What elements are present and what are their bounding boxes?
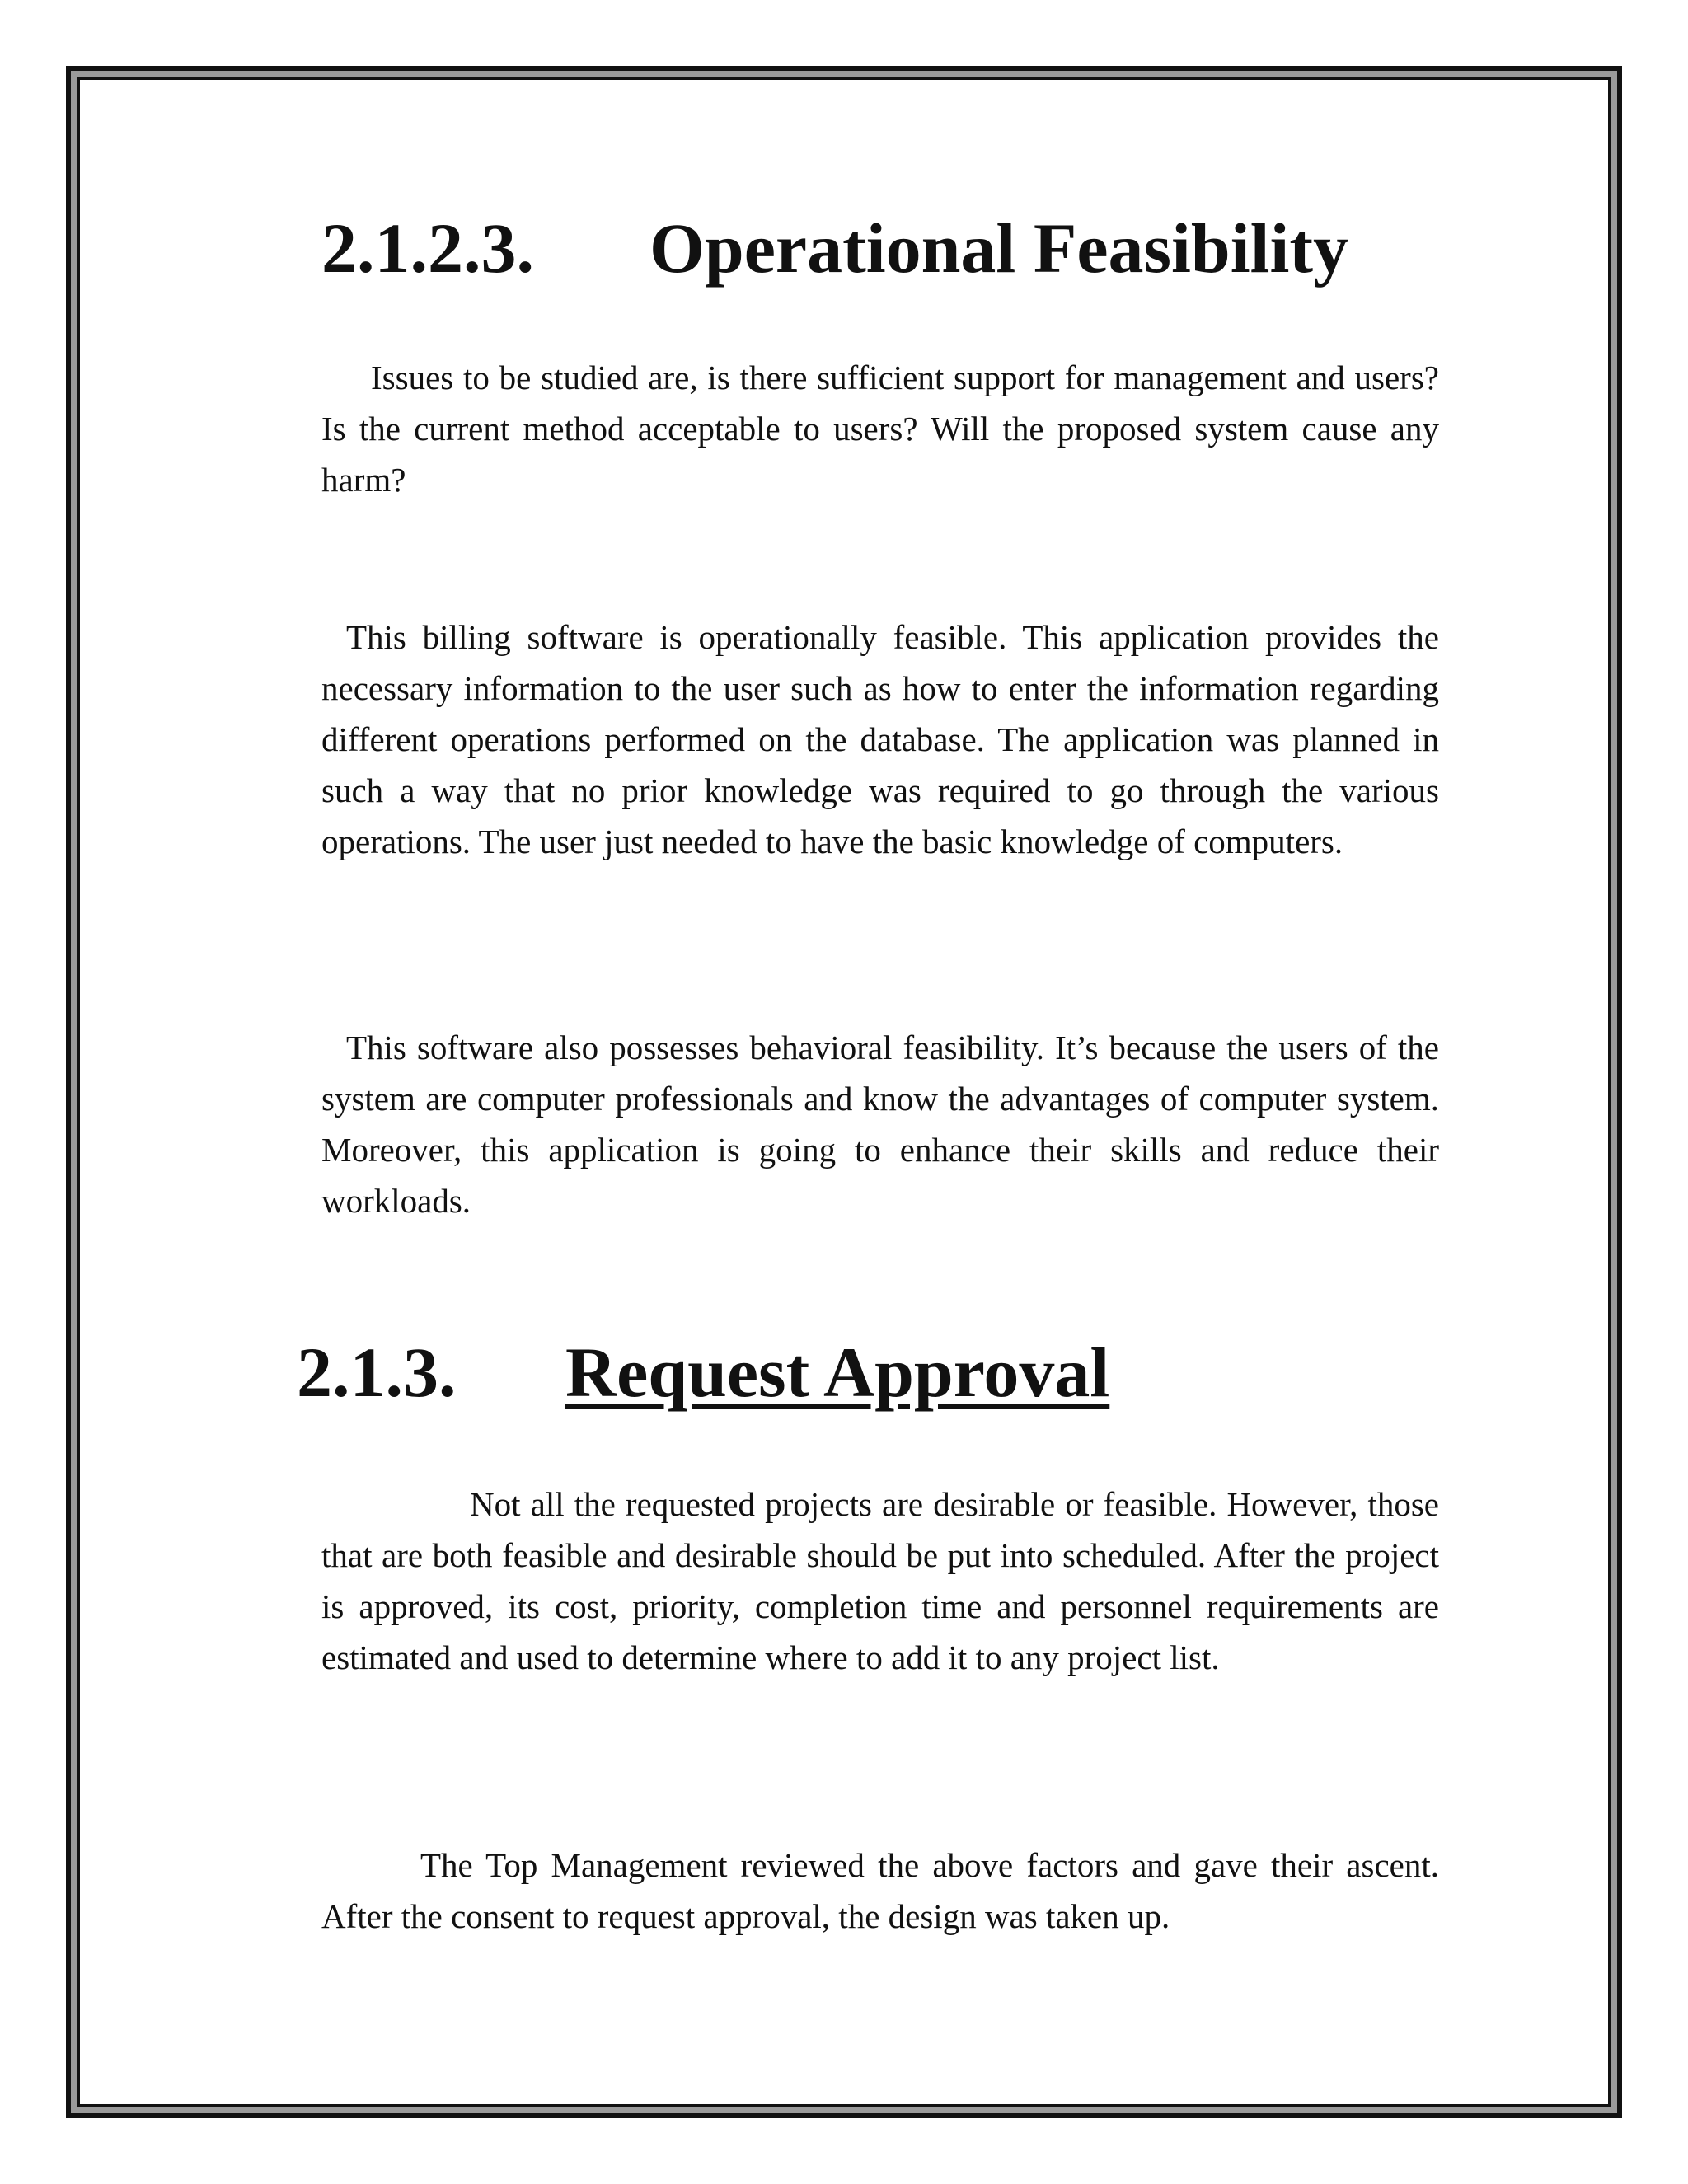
section-heading-operational-feasibility (321, 209, 1349, 288)
section-number: 2.1.3. (297, 1333, 457, 1412)
paragraph-issues: Issues to be studied are, is there sufficient support for management and users? Is the current method acceptable to users? Will the proposed system cause any harm? (321, 359, 1439, 499)
section-heading-request-approval (297, 1333, 1110, 1412)
paragraph-operationally-feasible: This billing software is operationally feasible. This application provides the necessary information to the user such as how to enter the information regarding different operations performed on the database. The application was planned in such a way that no prior knowledge was required to go through the various operations. The user just needed to have the basic knowledge of computers. (321, 618, 1439, 860)
paragraph-top-management: The Top Management reviewed the above factors and gave their ascent. After the consent to request approval, the design was taken up. (321, 1846, 1439, 1935)
paragraph-requested-projects: Not all the requested projects are desirable or feasible. However, those that are both feasible and desirable should be put into scheduled. After the project is approved, its cost, priority, completion time and personnel requirements are estimated and used to determine where to add it to any project list. (321, 1485, 1439, 1676)
section-number: 2.1.2.3. (321, 209, 534, 288)
section-title: Operational Feasibility (649, 209, 1349, 288)
section-title: Request Approval (565, 1333, 1110, 1412)
paragraph-behavioral-feasibility: This software also possesses behavioral feasibility. It’s because the users of the system are computer professionals and know the advantages of computer system. Moreover, this application is going to enhance their skills and reduce their workloads. (321, 1029, 1439, 1220)
